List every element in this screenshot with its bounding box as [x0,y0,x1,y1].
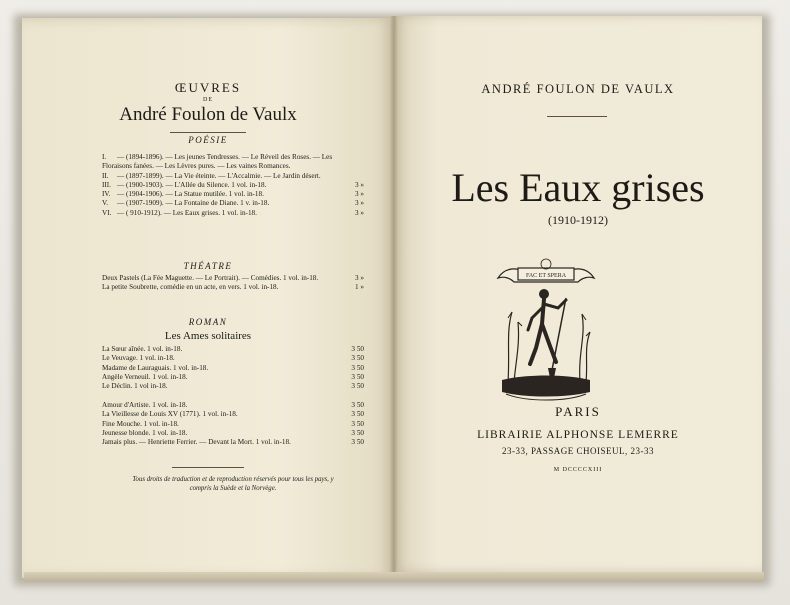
list-item: Jamais plus. — Henriette Ferrier. — Devant la Mort. 1 vol. in-18. 3 50 [102,438,364,447]
list-item: Le Déclin. 1 vol in-18. 3 50 [102,382,364,391]
list-item: Deux Pastels (La Fée Maguette. — Le Portrait). — Comédies. 1 vol. in-18. 3 » [102,274,364,282]
list-item: Le Veuvage. 1 vol. in-18. 3 50 [102,354,364,363]
book-years: (1910-1912) [548,213,608,227]
list-item: I. — (1894-1896). — Les jeunes Tendresses. — Le Réveil des Roses. — Les Floraisons fanées. — Les Lèvres pures. — Les vaines Romances. [102,153,333,171]
divider [170,132,246,133]
list-item: V. — (1907-1909). — La Fontaine de Diane. 1 v. in-18. 3 » [102,199,364,208]
list-item: II. — (1897-1899). — La Vie éteinte. — L'Accalmie. — Le Jardin désert. [102,171,321,180]
right-author-name: ANDRÉ FOULON DE VAULX [481,82,675,96]
list-item: Fine Mouche. 1 vol. in-18. 3 50 [102,419,364,428]
theatre-list [102,274,364,293]
divider [172,467,244,468]
list-item: Amour d'Artiste. 1 vol. in-18. 3 50 [102,401,364,409]
right-page-content [394,16,762,572]
list-item: IV. — (1904-1906). — La Statue mutilée. 1 vol. in-18. 3 » [102,190,364,199]
emblem-banner-text: FAC ET SPERA [525,273,567,279]
rights-footnote: Tous droits de traduction et de reproduction réservés pour tous les pays, y compris la Suède et la Norvège. [132,476,334,492]
list-item: Madame de Lauraguais. 1 vol. in-18. 3 50 [102,363,364,372]
publisher-emblem-icon [496,252,596,404]
section-theatre: THÉATRE [183,261,233,271]
list-item: La Vieillesse de Louis XV (1771). 1 vol. in-18. 3 50 [102,410,364,419]
roman-list-1 [102,345,364,391]
publication-year: M DCCCCXIII [553,467,603,473]
left-author-name: André Foulon de Vaulx [119,104,297,125]
poesie-list [102,153,364,218]
section-poesie: POÉSIE [188,135,228,145]
left-page-content [22,18,394,578]
section-roman: ROMAN [188,317,228,327]
de-label: DE [203,97,213,103]
list-item: Jeunesse blonde. 1 vol. in-18. 3 50 [102,428,364,437]
book-title: Les Eaux grises [451,165,705,210]
list-item: VI. — ( 910-1912). — Les Eaux grises. 1 vol. in-18. 3 » [102,208,364,217]
oeuvres-heading: ŒUVRES [174,80,242,95]
roman-list-2 [102,401,364,447]
publisher-name: LIBRAIRIE ALPHONSE LEMERRE [477,429,679,441]
list-item: La Sœur aînée. 1 vol. in-18. 3 50 [102,345,364,353]
publication-city: PARIS [555,404,601,419]
divider [547,116,607,117]
list-item: III. — (1900-1903). — L'Allée du Silence. 1 vol. in-18. 3 » [102,180,364,189]
list-item: Angèle Verneuil. 1 vol. in-18. 3 50 [102,372,364,381]
list-item: La petite Soubrette, comédie en un acte, en vers. 1 vol. in-18. 1 » [102,283,364,292]
ames-solitaires-title: Les Ames solitaires [164,330,252,342]
publisher-address: 23-33, PASSAGE CHOISEUL, 23-33 [502,446,654,456]
